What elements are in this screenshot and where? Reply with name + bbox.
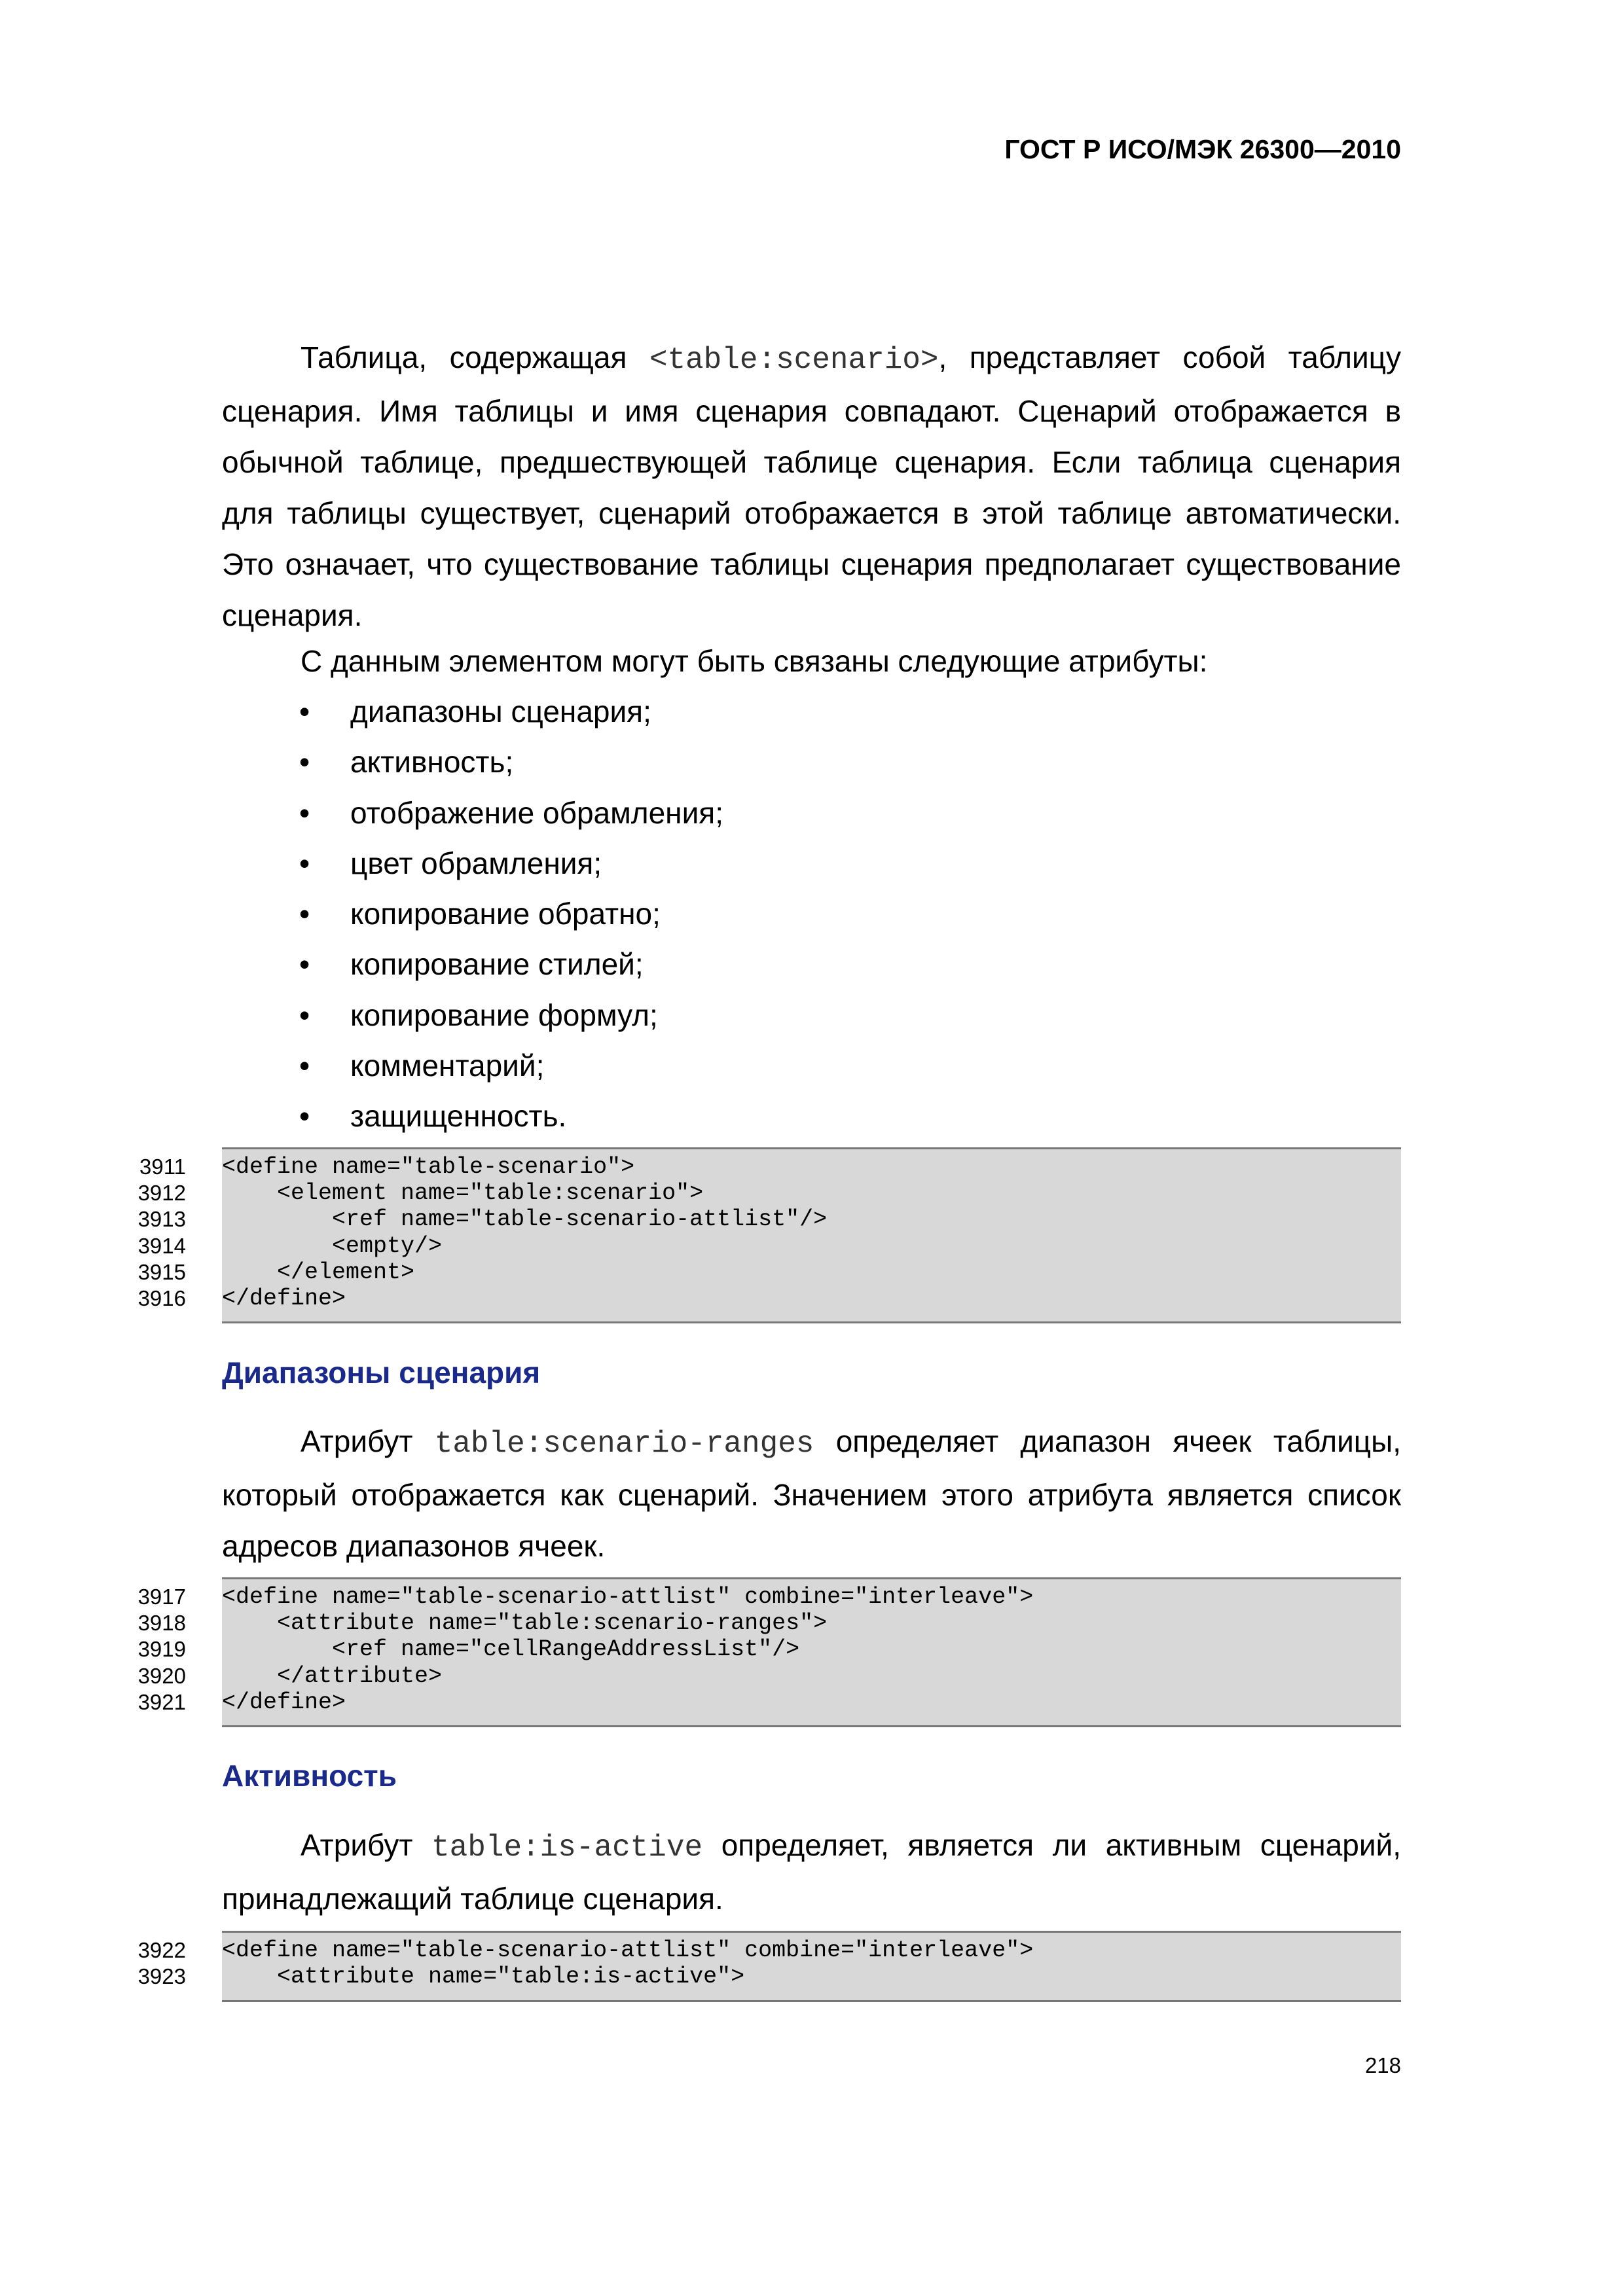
line-number: 3920 xyxy=(137,1663,186,1688)
line-number: 3914 xyxy=(137,1233,186,1258)
intro-text-1: Таблица, содержащая xyxy=(301,340,649,374)
list-item xyxy=(222,687,1401,737)
page-number: 218 xyxy=(1364,2053,1401,2077)
list-item xyxy=(222,1091,1401,1141)
line-number: 3912 xyxy=(137,1181,186,1206)
code-text: <define name="table-scenario"> xyxy=(222,1154,635,1180)
bullet-icon: • xyxy=(299,795,310,830)
attribute-list xyxy=(222,687,1401,1142)
code-line xyxy=(137,1636,1401,1663)
scenario-ranges-code: table:scenario-ranges xyxy=(434,1427,814,1461)
list-item-text: диапазоны сценария; xyxy=(350,694,651,728)
code-text: <empty/> xyxy=(222,1232,443,1259)
list-item xyxy=(222,889,1401,939)
code-text: <ref name="table-scenario-attlist"/> xyxy=(222,1206,828,1233)
list-item xyxy=(222,939,1401,990)
line-number: 3922 xyxy=(137,1938,186,1962)
code-line xyxy=(137,1180,1401,1207)
list-item-text: копирование стилей; xyxy=(350,947,644,982)
line-number: 3917 xyxy=(137,1585,186,1609)
code-text: <attribute name="table:scenario-ranges"> xyxy=(222,1610,828,1637)
code-line xyxy=(137,1259,1401,1285)
code-line xyxy=(137,1584,1401,1610)
code-text: </define> xyxy=(222,1285,346,1312)
code-line xyxy=(137,1285,1401,1312)
code-text: </element> xyxy=(222,1259,415,1285)
code-text: <element name="table:scenario"> xyxy=(222,1180,704,1207)
line-number: 3923 xyxy=(137,1964,186,1989)
section-heading-is-active: Активность xyxy=(222,1759,397,1793)
list-item-text: копирование формул; xyxy=(350,997,658,1032)
code-line xyxy=(137,1964,1401,1990)
code-line xyxy=(137,1662,1401,1689)
bullet-icon: • xyxy=(299,694,310,728)
bullet-icon: • xyxy=(299,997,310,1032)
bullet-icon: • xyxy=(299,846,310,880)
scenario-ranges-paragraph xyxy=(222,1416,1401,1571)
section-heading-scenario-ranges: Диапазоны сценария xyxy=(222,1355,541,1390)
code-block-scenario-ranges xyxy=(137,1577,1401,1727)
is-active-text-2: определяет, является ли активным сценарий, принадлежащий таблице сценария. xyxy=(222,1828,1402,1916)
line-number: 3915 xyxy=(137,1259,186,1284)
bullet-icon: • xyxy=(299,1099,310,1134)
list-item xyxy=(222,1041,1401,1091)
is-active-code: table:is-active xyxy=(431,1831,703,1865)
code-line xyxy=(137,1610,1401,1637)
list-item-text: копирование обратно; xyxy=(350,897,661,931)
code-line xyxy=(137,1232,1401,1259)
code-text: <ref name="cellRangeAddressList"/> xyxy=(222,1636,800,1663)
line-number: 3913 xyxy=(137,1207,186,1232)
list-item xyxy=(222,788,1401,838)
code-block-table-scenario xyxy=(137,1147,1401,1323)
document-header: ГОСТ Р ИСО/МЭК 26300—2010 xyxy=(1004,134,1401,164)
list-item xyxy=(222,838,1401,889)
intro-text-2: , представляет собой таблицу сценария. Имя таблицы и имя сценария совпадают. Сценарий отображается в обычной таблице, предшествующей таблице сценария. Если таблица сценария для таблицы существует, сценарий отображается в этой таблице автоматически. Это означает, что существование таблицы сценария предполагает существование сценария. xyxy=(222,340,1401,632)
code-line xyxy=(139,1154,1401,1180)
line-number: 3911 xyxy=(139,1155,186,1179)
code-line xyxy=(137,1689,1401,1715)
list-item xyxy=(222,990,1401,1041)
attributes-lead: С данным элементом могут быть связаны следующие атрибуты: xyxy=(301,644,1208,678)
line-number: 3921 xyxy=(137,1689,186,1714)
is-active-text-1: Атрибут xyxy=(301,1828,432,1862)
scenario-ranges-text-1: Атрибут xyxy=(301,1424,435,1458)
is-active-paragraph xyxy=(222,1820,1401,1924)
intro-paragraph xyxy=(222,332,1401,641)
list-item-text: комментарий; xyxy=(350,1049,545,1083)
code-text: </define> xyxy=(222,1689,346,1715)
bullet-icon: • xyxy=(299,947,310,982)
line-number: 3918 xyxy=(137,1611,186,1636)
code-line xyxy=(137,1206,1401,1233)
list-item-text: цвет обрамления; xyxy=(350,846,602,880)
line-number: 3916 xyxy=(137,1285,186,1310)
code-text: <attribute name="table:is-active"> xyxy=(222,1964,745,1990)
bullet-icon: • xyxy=(299,745,310,780)
code-text: </attribute> xyxy=(222,1662,443,1689)
intro-code: <table:scenario> xyxy=(649,343,939,377)
list-item xyxy=(222,737,1401,787)
list-item-text: защищенность. xyxy=(350,1099,567,1134)
bullet-icon: • xyxy=(299,1049,310,1083)
bullet-icon: • xyxy=(299,897,310,931)
code-text: <define name="table-scenario-attlist" combine="interleave"> xyxy=(222,1584,1034,1610)
code-block-is-active xyxy=(137,1931,1401,2002)
list-item-text: активность; xyxy=(350,745,514,780)
code-text: <define name="table-scenario-attlist" combine="interleave"> xyxy=(222,1937,1034,1964)
scenario-ranges-text-2: определяет диапазон ячеек таблицы, который отображается как сценарий. Значением этого атрибута является список адресов диапазонов ячеек. xyxy=(222,1424,1401,1563)
code-line xyxy=(137,1937,1401,1964)
line-number: 3919 xyxy=(137,1637,186,1662)
list-item-text: отображение обрамления; xyxy=(350,795,723,830)
